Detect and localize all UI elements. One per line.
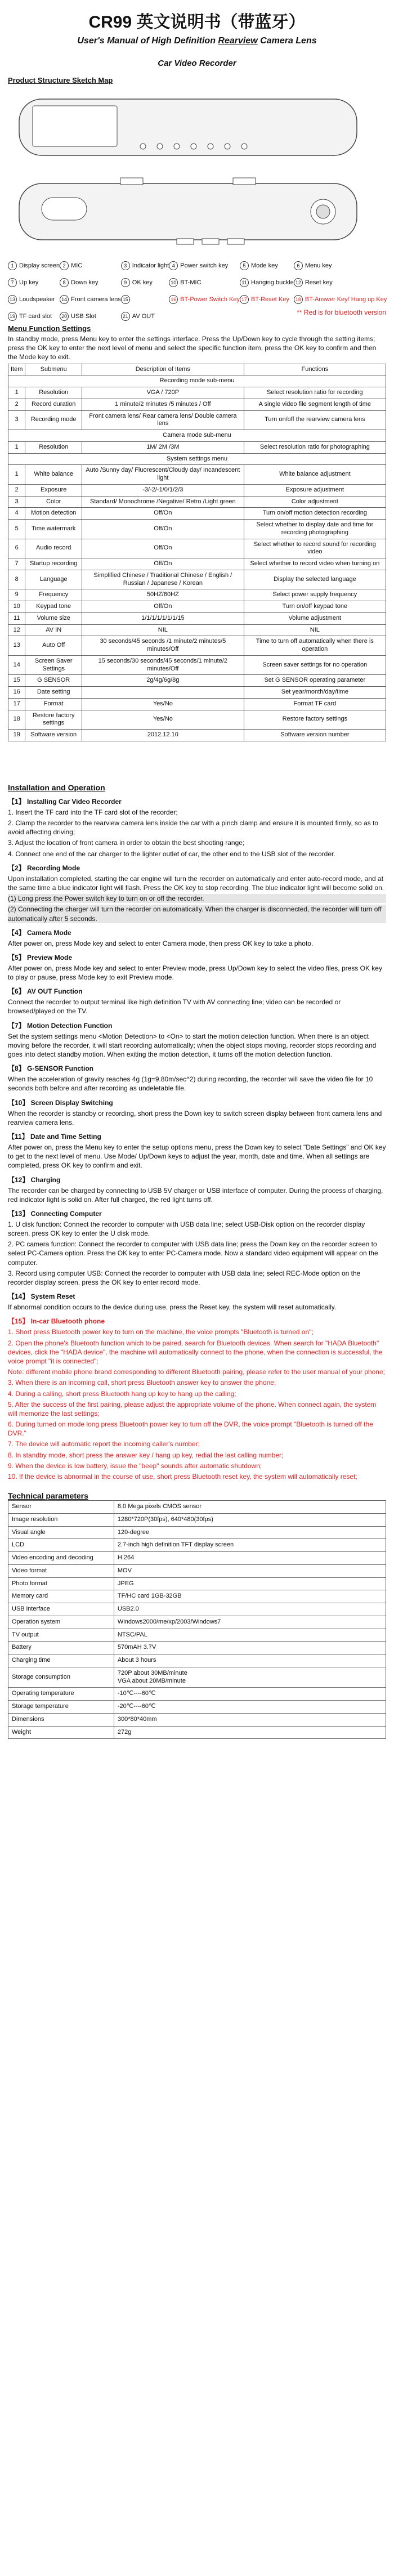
menu-row: 13 Auto Off 30 seconds/45 seconds /1 minute/2 minutes/5 minutes/Off Time to turn off automatically when there is operation (8, 636, 386, 656)
legend-number: 20 (60, 312, 69, 321)
install-paragraph: When the recorder is standby or recording, short press the Down key to switch screen display between front camera lens and rearview camera lens. (8, 1109, 382, 1126)
button-shape (191, 144, 196, 149)
legend-label: MIC (71, 262, 83, 269)
legend-label: BT-Answer Key/ Hang up Key (305, 296, 387, 303)
tech-value: 720P about 30MB/minute VGA about 20MB/minute (114, 1667, 386, 1688)
col-item: Item (8, 364, 25, 375)
legend-number: 11 (240, 278, 249, 287)
legend-item (8, 261, 60, 270)
bt-lines (8, 1327, 386, 1481)
tech-value: About 3 hours (114, 1654, 386, 1667)
legend-item (294, 261, 387, 270)
tech-key: Weight (8, 1726, 114, 1739)
tech-row (8, 1713, 386, 1726)
install-heading: Installation and Operation (8, 782, 105, 792)
legend-item (240, 261, 294, 270)
legend-label: Hanging buckle (251, 279, 294, 286)
tech-key: Storage consumption (8, 1667, 114, 1688)
col-func: Functions (244, 364, 386, 375)
tech-key: Video encoding and decoding (8, 1552, 114, 1565)
legend-item (121, 312, 169, 321)
bt-paragraph: 2. Open the phone's Bluetooth function which to be paired, search for Bluetooth devices. When search for "HADA Bluetooth" devices, click the "HADA device", the machine will automatically connect to the phone, when the connection is successful, the voice prompt "it is connected"; (8, 1339, 383, 1365)
legend-label: Menu key (305, 262, 332, 269)
legend-number: 10 (169, 278, 178, 287)
legend-label: Down key (71, 279, 98, 286)
legend-item (60, 312, 121, 321)
menu-group-row: Recording mode sub-menu (8, 375, 386, 387)
legend-item (60, 295, 121, 304)
menu-row: 2 Exposure -3/-2/-1/0/1/2/3 Exposure adjustment (8, 484, 386, 496)
tech-value: H.264 (114, 1552, 386, 1565)
legend-item (169, 261, 240, 270)
tech-value: Windows2000/me/xp/2003/Windows7 (114, 1616, 386, 1629)
legend-number: 4 (169, 261, 178, 270)
tech-row (8, 1616, 386, 1629)
bt-title: 【15】 In-car Bluetooth phone (8, 1317, 105, 1326)
tech-key: Operating temperature (8, 1688, 114, 1701)
button-shape (241, 144, 247, 149)
menu-row: 15 G SENSOR 2g/4g/6g/8g Set G SENSOR operating parameter (8, 675, 386, 687)
install-paragraph: 3. Record using computer USB: Connect the recorder to computer with USB data line; select REC-Mode option on the recorder display screen, press the OK key to enter record mode. (8, 1269, 361, 1286)
legend-number: 17 (240, 295, 249, 304)
menu-group-row: System settings menu (8, 453, 386, 465)
tech-row (8, 1701, 386, 1714)
tech-key: TV output (8, 1629, 114, 1642)
install-paragraph: After power on, press Mode key and select to enter Camera mode, then press OK key to take a photo. (8, 939, 314, 947)
menu-row: 16 Date setting Set year/month/day/time (8, 687, 386, 699)
legend-item (8, 312, 60, 321)
bt-paragraph: 4. During a calling, short press Bluetooth hang up key to hang up the calling; (8, 1389, 236, 1398)
legend-number: 9 (121, 278, 130, 287)
menu-row: 3 Color Standard/ Monochrome /Negative/ Retro /Light green Color adjustment (8, 496, 386, 508)
legend-item (240, 278, 294, 287)
tech-value: MOV (114, 1564, 386, 1577)
tech-key: USB interface (8, 1603, 114, 1616)
tech-key: Storage temperature (8, 1701, 114, 1714)
menu-row: 4 Motion detection Off/On Turn on/off motion detection recording (8, 508, 386, 520)
tech-value: -20℃----60℃ (114, 1701, 386, 1714)
bt-paragraph: 8. In standby mode, short press the answer key / hang up key, redial the last calling number; (8, 1451, 284, 1459)
install-paragraph: Upon installation completed, starting the car engine will turn the recorder on automatically and enter auto-record mode, and at the same time a blue indicator light will flash. Press the OK key to stop recording. The blue indicator light will become solid on. (8, 874, 384, 892)
tech-row (8, 1667, 386, 1688)
legend-item (169, 295, 240, 304)
install-subheading: 【13】 Connecting Computer (8, 1209, 102, 1218)
tech-key: Charging time (8, 1654, 114, 1667)
legend-label: TF card slot (19, 313, 52, 320)
legend-number: 1 (8, 261, 17, 270)
legend-label: AV OUT (132, 313, 155, 320)
legend-number: 18 (294, 295, 303, 304)
legend-label: Front camera lens (71, 296, 121, 303)
menu-row: 1 White balance Auto /Sunny day/ Fluorescent/Cloudy day/ Incandescent light White balance adjustment (8, 465, 386, 485)
legend-label: Reset key (305, 279, 333, 286)
hanging-buckle-shape (120, 178, 143, 185)
menu-group-row: Camera mode sub-menu (8, 430, 386, 442)
tech-value: 570mAH 3.7V (114, 1642, 386, 1654)
title-en-prefix: User's Manual of High Definition (77, 36, 218, 46)
legend-item (294, 295, 387, 304)
install-subheading: 【5】 Preview Mode (8, 953, 73, 961)
tech-value: 1280*720P(30fps), 640*480(30fps) (114, 1513, 386, 1526)
menu-row: 7 Startup recording Off/On Select whether to record video when turning on (8, 558, 386, 570)
legend-label: Up key (19, 279, 39, 286)
legend-item (240, 295, 294, 304)
install-subheading: 【2】 Recording Mode (8, 864, 80, 872)
menu-row: 1 Resolution VGA / 720P Select resolution ratio for recording (8, 387, 386, 399)
legend-item (8, 278, 60, 287)
product-sketch-svg (8, 88, 386, 257)
title-cn: CR99 英文说明书（带蓝牙） (88, 13, 306, 32)
tech-heading: Technical parameters (8, 1491, 88, 1501)
legend-item (294, 278, 387, 287)
menu-intro: In standby mode, press Menu key to enter the settings interface. Press the Up/Down key to cycle through the setting items; press the OK key to enter the next level of menu and select the specific function item, press the OK key to confirm and then the Mode key to exit. (8, 335, 377, 361)
install-paragraph: 1. Insert the TF card into the TF card slot of the recorder; (8, 808, 178, 816)
bt-paragraph: 1. Short press Bluetooth power key to turn on the machine, the voice prompts "Bluetooth is turned on"; (8, 1328, 314, 1336)
legend-number: 3 (121, 261, 130, 270)
bt-paragraph: 9. When the device is low battery, issue the "beep" sounds after automatic shutdown; (8, 1461, 262, 1470)
bt-paragraph: 6. During turned on mode long press Bluetooth power key to turn off the DVR, the voice prompt "Bluetooth is turned off the DVR." (8, 1420, 373, 1438)
menu-heading: Menu Function Settings (8, 324, 91, 333)
tech-key: Visual angle (8, 1526, 114, 1539)
install-blocks (8, 797, 386, 1312)
legend-label: Power switch key (180, 262, 229, 269)
install-paragraph: If abnormal condition occurs to the device during use, press the Reset key, the system will reset automatically. (8, 1303, 337, 1312)
install-paragraph: When the acceleration of gravity reaches 4g (1g=9.80m/sec^2) during recording, the recorder will save the video file for 10 seconds both before and after recording as undeletable file. (8, 1075, 373, 1093)
legend-number: 16 (169, 295, 178, 304)
menu-row: 12 AV IN NIL NIL (8, 624, 386, 636)
install-paragraph: (2) Connecting the charger will turn the recorder on automatically. When the charger is disconnected, the recorder will turn off automatically after 5 seconds. (8, 905, 386, 923)
subtitle: Car Video Recorder (158, 59, 236, 68)
tech-table (8, 1500, 386, 1739)
loudspeaker-shape (42, 198, 87, 220)
menu-row: 10 Keypad tone Off/On Turn on/off keypad tone (8, 601, 386, 613)
tech-value: 120-degree (114, 1526, 386, 1539)
tech-row (8, 1526, 386, 1539)
legend-item (169, 278, 240, 287)
tech-key: Memory card (8, 1590, 114, 1603)
menu-row: 3 Recording mode Front camera lens/ Rear camera lens/ Double camera lens Turn on/off the rearview camera lens (8, 410, 386, 430)
tech-row (8, 1726, 386, 1739)
tech-key: LCD (8, 1539, 114, 1552)
menu-row: 2 Record duration 1 minute/2 minutes /5 minutes / Off A single video file segment length of time (8, 399, 386, 410)
tech-value: 300*80*40mm (114, 1713, 386, 1726)
tech-value: -10℃----60℃ (114, 1688, 386, 1701)
install-subheading: 【1】 Installing Car Video Recorder (8, 797, 122, 806)
bt-paragraph: Note: different mobile phone brand corresponding to different Bluetooth pairing, please refer to the user manual of your phone; (8, 1368, 385, 1376)
legend-number: 21 (121, 312, 130, 321)
legend-item (60, 278, 121, 287)
tech-row (8, 1603, 386, 1616)
legend-item (121, 295, 169, 304)
slot-shape (177, 239, 194, 244)
col-desc: Description of Items (82, 364, 244, 375)
install-paragraph: After power on, press Mode key and select to enter Preview mode, press Up/Down key to select the video files, press OK key to play or pause, press Mode key to exit Preview mode. (8, 964, 382, 982)
legend-label: Loudspeaker (19, 296, 55, 303)
install-paragraph: 3. Adjust the location of front camera in order to obtain the best shooting range; (8, 839, 245, 847)
col-submenu: Submenu (25, 364, 82, 375)
button-shape (208, 144, 213, 149)
install-subheading: 【10】 Screen Display Switching (8, 1098, 113, 1107)
tech-row (8, 1513, 386, 1526)
install-paragraph: (1) Long press the Power switch key to turn on or off the recorder. (8, 894, 386, 903)
tech-key: Operation system (8, 1616, 114, 1629)
product-diagram (8, 88, 386, 257)
title-en-under: Rearview (218, 36, 258, 46)
install-paragraph: 4. Connect one end of the car charger to the lighter outlet of car, the other end to the USB slot of the recorder. (8, 849, 335, 858)
bt-paragraph: 3. When there is an incoming call, short press Bluetooth answer key to answer the phone; (8, 1379, 276, 1387)
install-subheading: 【11】 Date and Time Setting (8, 1132, 101, 1141)
install-paragraph: 1. U disk function: Connect the recorder to computer with USB data line; select USB-Disk option on the recorder display screen, press OK key to enter the U disk mode. (8, 1220, 365, 1238)
menu-table (8, 364, 386, 741)
tech-row (8, 1539, 386, 1552)
install-subheading: 【12】 Charging (8, 1175, 61, 1184)
tech-row (8, 1590, 386, 1603)
legend-item (121, 261, 169, 270)
sketch-heading: Product Structure Sketch Map (8, 76, 113, 84)
button-shape (140, 144, 146, 149)
menu-row: 5 Time watermark Off/On Select whether to display date and time for recording photographing (8, 520, 386, 539)
menu-row: 1 Resolution 1M/ 2M /3M Select resolution ratio for photographing (8, 441, 386, 453)
install-paragraph: The recorder can be charged by connecting to USB 5V charger or USB interface of computer. During the process of charging, red indicator light is solid on. After full charged, the red light turns off. (8, 1186, 383, 1204)
legend-number: 8 (60, 278, 69, 287)
legend-number: 15 (121, 295, 130, 304)
tech-row (8, 1501, 386, 1514)
legend-item (8, 295, 60, 304)
bt-paragraph: 7. The device will automatic report the incoming caller's number; (8, 1440, 200, 1448)
button-shape (225, 144, 230, 149)
install-paragraph: 2. Clamp the recorder to the rearview camera lens inside the car with a pinch clamp and ensure it is mounted firmly, so as to avoid affecting driving; (8, 819, 379, 837)
button-shape (174, 144, 180, 149)
menu-row: 19 Software version 2012.12.10 Software version number (8, 730, 386, 741)
legend-label: BT-Reset Key (251, 296, 289, 303)
tech-key: Battery (8, 1642, 114, 1654)
install-subheading: 【6】 AV OUT Function (8, 987, 83, 996)
legend-number: 7 (8, 278, 17, 287)
button-shape (157, 144, 163, 149)
legend-number: 19 (8, 312, 17, 321)
legend-number: 5 (240, 261, 249, 270)
bt-red-note: ** Red is for bluetooth version (297, 308, 386, 316)
bt-paragraph: 5. After the success of the first pairing, please adjust the appropriate volume of the phone. When connect again, the system will memorize the last settings; (8, 1400, 377, 1417)
tech-row (8, 1688, 386, 1701)
install-subheading: 【4】 Camera Mode (8, 928, 71, 937)
title-en (8, 36, 386, 46)
legend-item (60, 261, 121, 270)
legend-label: Mode key (251, 262, 278, 269)
tech-row (8, 1577, 386, 1590)
menu-row: 11 Volume size 1/1/1/1/1/1/1/15 Volume adjustment (8, 612, 386, 624)
menu-row: 8 Language Simplified Chinese / Traditional Chinese / English / Russian / Japanese / Korean Display the selected language (8, 570, 386, 589)
legend-number: 13 (8, 295, 17, 304)
menu-row: 17 Format Yes/No Format TF card (8, 698, 386, 710)
tech-row (8, 1564, 386, 1577)
tech-row (8, 1654, 386, 1667)
tech-key: Photo format (8, 1577, 114, 1590)
legend-label: BT-Power Switch Key (180, 296, 240, 303)
menu-row: 9 Frequency 50HZ/60HZ Select power supply frequency (8, 589, 386, 601)
legend-label: Display screen (19, 262, 60, 269)
tech-key: Video format (8, 1564, 114, 1577)
manual-page (0, 8, 394, 1739)
legend-number: 6 (294, 261, 303, 270)
install-paragraph: 2. PC camera function: Connect the recorder to computer with USB data line; press the Down key on the recorder screen to select PC-Camera option. Press the OK key to enter PC-Camera mode. Now a standard video equipment will appear on the computer. (8, 1240, 378, 1267)
menu-table-body (8, 375, 386, 741)
bt-paragraph: 10. If the device is abnormal in the course of use, short press Bluetooth reset key, the system will automatically reset; (8, 1473, 357, 1481)
legend-number: 14 (60, 295, 69, 304)
title-en-suffix: Camera Lens (257, 36, 317, 46)
tech-value: USB2.0 (114, 1603, 386, 1616)
tech-key: Image resolution (8, 1513, 114, 1526)
install-paragraph: Set the system settings menu <Motion Detection> to <On> to start the motion detection function. When there is an object moving before the recorder, it will start recording automatically; when the object stops moving, recorder stops recording and goes into detect standby motion. When exiting the motion detection, it turns off the motion detection function. (8, 1032, 377, 1058)
tech-key: Sensor (8, 1501, 114, 1514)
legend-label: BT-MIC (180, 279, 202, 286)
tech-row (8, 1552, 386, 1565)
menu-row: 6 Audio record Off/On Select whether to record sound for recording video (8, 539, 386, 558)
install-paragraph: After power on, press the Menu key to enter the setup options menu, press the Down key to select "Date Settings" and OK key to get to the next level of menu. Use Mode/ Up/Down keys to adjust the year, month, date and time. When all settings are completed, press OK key to confirm and exit. (8, 1143, 386, 1170)
slot-shape (227, 239, 244, 244)
legend-number: 2 (60, 261, 69, 270)
install-subheading: 【14】 System Reset (8, 1293, 75, 1301)
tech-row (8, 1642, 386, 1654)
tech-row (8, 1629, 386, 1642)
install-subheading: 【8】 G-SENSOR Function (8, 1065, 94, 1073)
tech-value: JPEG (114, 1577, 386, 1590)
install-paragraph: Connect the recorder to output terminal like high definition TV with AV connecting line; video can be recorded or browsed/played on the TV. (8, 998, 341, 1016)
hanging-buckle-shape (233, 178, 256, 185)
tech-value: 8.0 Mega pixels CMOS sensor (114, 1501, 386, 1514)
tech-value: 272g (114, 1726, 386, 1739)
tech-value: TF/HC card 1GB-32GB (114, 1590, 386, 1603)
tech-value: NTSC/PAL (114, 1629, 386, 1642)
legend-label: OK key (132, 279, 153, 286)
legend-number: 12 (294, 278, 303, 287)
legend-label: USB Slot (71, 313, 96, 320)
install-subheading: 【7】 Motion Detection Function (8, 1021, 113, 1030)
menu-row: 14 Screen Saver Settings 15 seconds/30 seconds/45 seconds/1 minute/2 minutes/Off Screen saver settings for no operation (8, 655, 386, 675)
slot-shape (202, 239, 219, 244)
tech-key: Dimensions (8, 1713, 114, 1726)
display-screen-shape (33, 106, 117, 146)
menu-row: 18 Restore factory settings Yes/No Restore factory settings (8, 710, 386, 730)
legend-item (121, 278, 169, 287)
tech-value: 2.7-inch high definition TFT display screen (114, 1539, 386, 1552)
legend-label: Indicator light (132, 262, 169, 269)
